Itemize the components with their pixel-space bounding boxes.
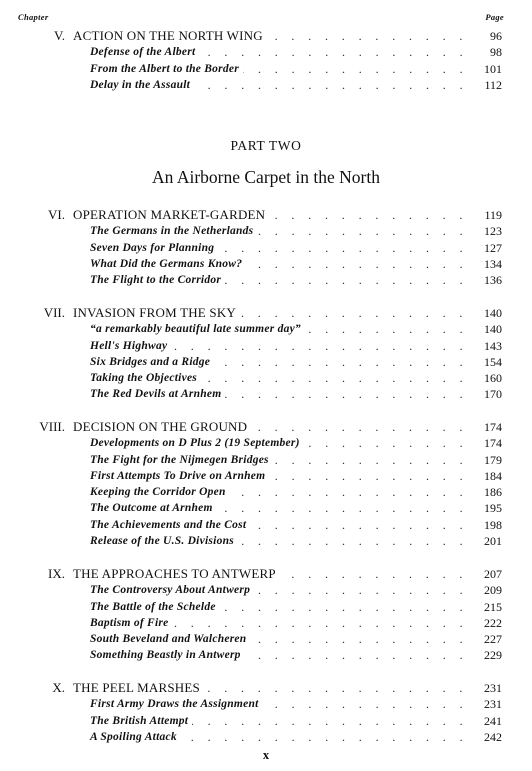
section-title: Six Bridges and a Ridge <box>90 354 214 370</box>
section-title: South Beveland and Walcheren <box>90 631 250 647</box>
section-title: Hell's Highway <box>90 338 171 354</box>
chapter-block <box>0 305 532 403</box>
section-entry[interactable] <box>0 386 532 402</box>
chapter-page-number: 119 <box>481 207 502 223</box>
section-entry[interactable] <box>0 517 532 533</box>
section-title: “a remarkably beautiful late summer day” <box>90 321 305 337</box>
chapter-title: ACTION ON THE NORTH WING <box>73 28 267 44</box>
section-page-number: 101 <box>481 61 502 77</box>
section-page-number: 160 <box>481 370 502 386</box>
section-entry[interactable] <box>0 354 532 370</box>
chapter-block <box>0 419 532 549</box>
section-title: Baptism of Fire <box>90 615 173 631</box>
chapter-block <box>0 566 532 664</box>
section-entry[interactable] <box>0 615 532 631</box>
section-page-number: 123 <box>481 223 502 239</box>
part-label: PART TWO <box>230 138 302 153</box>
section-entry[interactable] <box>0 631 532 647</box>
section-page-number: 98 <box>487 44 502 60</box>
section-entry[interactable] <box>0 370 532 386</box>
section-entry[interactable] <box>0 61 532 77</box>
chapter-title: INVASION FROM THE SKY <box>73 305 240 321</box>
section-page-number: 170 <box>481 386 502 402</box>
chapter-entry[interactable] <box>0 566 532 582</box>
section-title: First Army Draws the Assignment <box>90 696 263 712</box>
section-entry[interactable] <box>0 223 532 239</box>
chapter-page-number: 174 <box>481 419 502 435</box>
chapter-number: IX. <box>48 566 65 581</box>
section-page-number: 140 <box>481 321 502 337</box>
chapter-block <box>0 207 532 288</box>
chapter-entry[interactable] <box>0 305 532 321</box>
chapter-number: VI. <box>48 207 65 222</box>
section-page-number: 179 <box>481 452 502 468</box>
section-entry[interactable] <box>0 729 532 745</box>
section-title: The Outcome at Arnhem <box>90 500 217 516</box>
section-page-number: 242 <box>481 729 502 745</box>
section-entry[interactable] <box>0 338 532 354</box>
section-entry[interactable] <box>0 599 532 615</box>
section-page-number: 136 <box>481 272 502 288</box>
section-page-number: 195 <box>481 500 502 516</box>
chapter-number: X. <box>52 680 65 695</box>
chapter-entry[interactable] <box>0 28 532 44</box>
section-entry[interactable] <box>0 713 532 729</box>
section-entry[interactable] <box>0 533 532 549</box>
section-entry[interactable] <box>0 484 532 500</box>
part-title: An Airborne Carpet in the North <box>152 167 380 187</box>
section-page-number: 154 <box>481 354 502 370</box>
chapter-page-number: 96 <box>487 28 502 44</box>
section-entry[interactable] <box>0 452 532 468</box>
section-page-number: 184 <box>481 468 502 484</box>
section-title: The Controversy About Antwerp <box>90 582 254 598</box>
section-entry[interactable] <box>0 500 532 516</box>
section-page-number: 231 <box>481 696 502 712</box>
section-entry[interactable] <box>0 582 532 598</box>
section-page-number: 227 <box>481 631 502 647</box>
section-page-number: 134 <box>481 256 502 272</box>
section-entry[interactable] <box>0 77 532 93</box>
chapter-page-number: 231 <box>481 680 502 696</box>
chapter-page-number: 140 <box>481 305 502 321</box>
section-page-number: 143 <box>481 338 502 354</box>
section-page-number: 209 <box>481 582 502 598</box>
section-entry[interactable] <box>0 321 532 337</box>
section-entry[interactable] <box>0 647 532 663</box>
chapter-entry[interactable] <box>0 680 532 696</box>
section-title: The Fight for the Nijmegen Bridges <box>90 452 273 468</box>
section-title: First Attempts To Drive on Arnhem <box>90 468 269 484</box>
chapter-column-label: Chapter <box>18 12 49 22</box>
section-page-number: 127 <box>481 240 502 256</box>
section-title: The Battle of the Schelde <box>90 599 220 615</box>
section-title: A Spoiling Attack <box>90 729 181 745</box>
chapter-block <box>0 28 532 93</box>
section-entry[interactable] <box>0 272 532 288</box>
section-title: Keeping the Corridor Open <box>90 484 230 500</box>
section-title: Developments on D Plus 2 (19 September) <box>90 435 304 451</box>
section-title: The Red Devils at Arnhem <box>90 386 225 402</box>
section-title: The Germans in the Netherlands <box>90 223 257 239</box>
section-title: Taking the Objectives <box>90 370 201 386</box>
section-title: What Did the Germans Know? <box>90 256 246 272</box>
chapter-number: VII. <box>43 305 65 320</box>
section-page-number: 201 <box>481 533 502 549</box>
section-entry[interactable] <box>0 468 532 484</box>
section-entry[interactable] <box>0 240 532 256</box>
chapter-title: OPERATION MARKET-GARDEN <box>73 207 269 223</box>
section-page-number: 229 <box>481 647 502 663</box>
chapter-number: V. <box>54 28 65 43</box>
section-title: Seven Days for Planning <box>90 240 218 256</box>
chapter-block <box>0 680 532 745</box>
section-entry[interactable] <box>0 256 532 272</box>
section-title: Delay in the Assault <box>90 77 194 93</box>
section-page-number: 198 <box>481 517 502 533</box>
chapter-title: THE PEEL MARSHES <box>73 680 204 696</box>
chapter-number: VIII. <box>39 419 65 434</box>
chapter-page-number: 207 <box>481 566 502 582</box>
chapter-title: DECISION ON THE GROUND <box>73 419 251 435</box>
section-title: Defense of the Albert <box>90 44 199 60</box>
section-title: The Achievements and the Cost <box>90 517 250 533</box>
section-title: Release of the U.S. Divisions <box>90 533 238 549</box>
section-page-number: 215 <box>481 599 502 615</box>
section-page-number: 112 <box>481 77 502 93</box>
section-page-number: 186 <box>481 484 502 500</box>
section-entry[interactable] <box>0 44 532 60</box>
page-number: x <box>262 748 270 762</box>
section-title: From the Albert to the Border <box>90 61 243 77</box>
chapter-title: THE APPROACHES TO ANTWERP <box>73 566 280 582</box>
section-page-number: 241 <box>481 713 502 729</box>
section-entry[interactable] <box>0 696 532 712</box>
section-title: Something Beastly in Antwerp <box>90 647 245 663</box>
chapter-entry[interactable] <box>0 207 532 223</box>
section-page-number: 222 <box>481 615 502 631</box>
section-title: The British Attempt <box>90 713 192 729</box>
section-title: The Flight to the Corridor <box>90 272 225 288</box>
chapter-entry[interactable] <box>0 419 532 435</box>
page-column-label: Page <box>485 12 504 22</box>
section-entry[interactable] <box>0 435 532 451</box>
section-page-number: 174 <box>481 435 502 451</box>
